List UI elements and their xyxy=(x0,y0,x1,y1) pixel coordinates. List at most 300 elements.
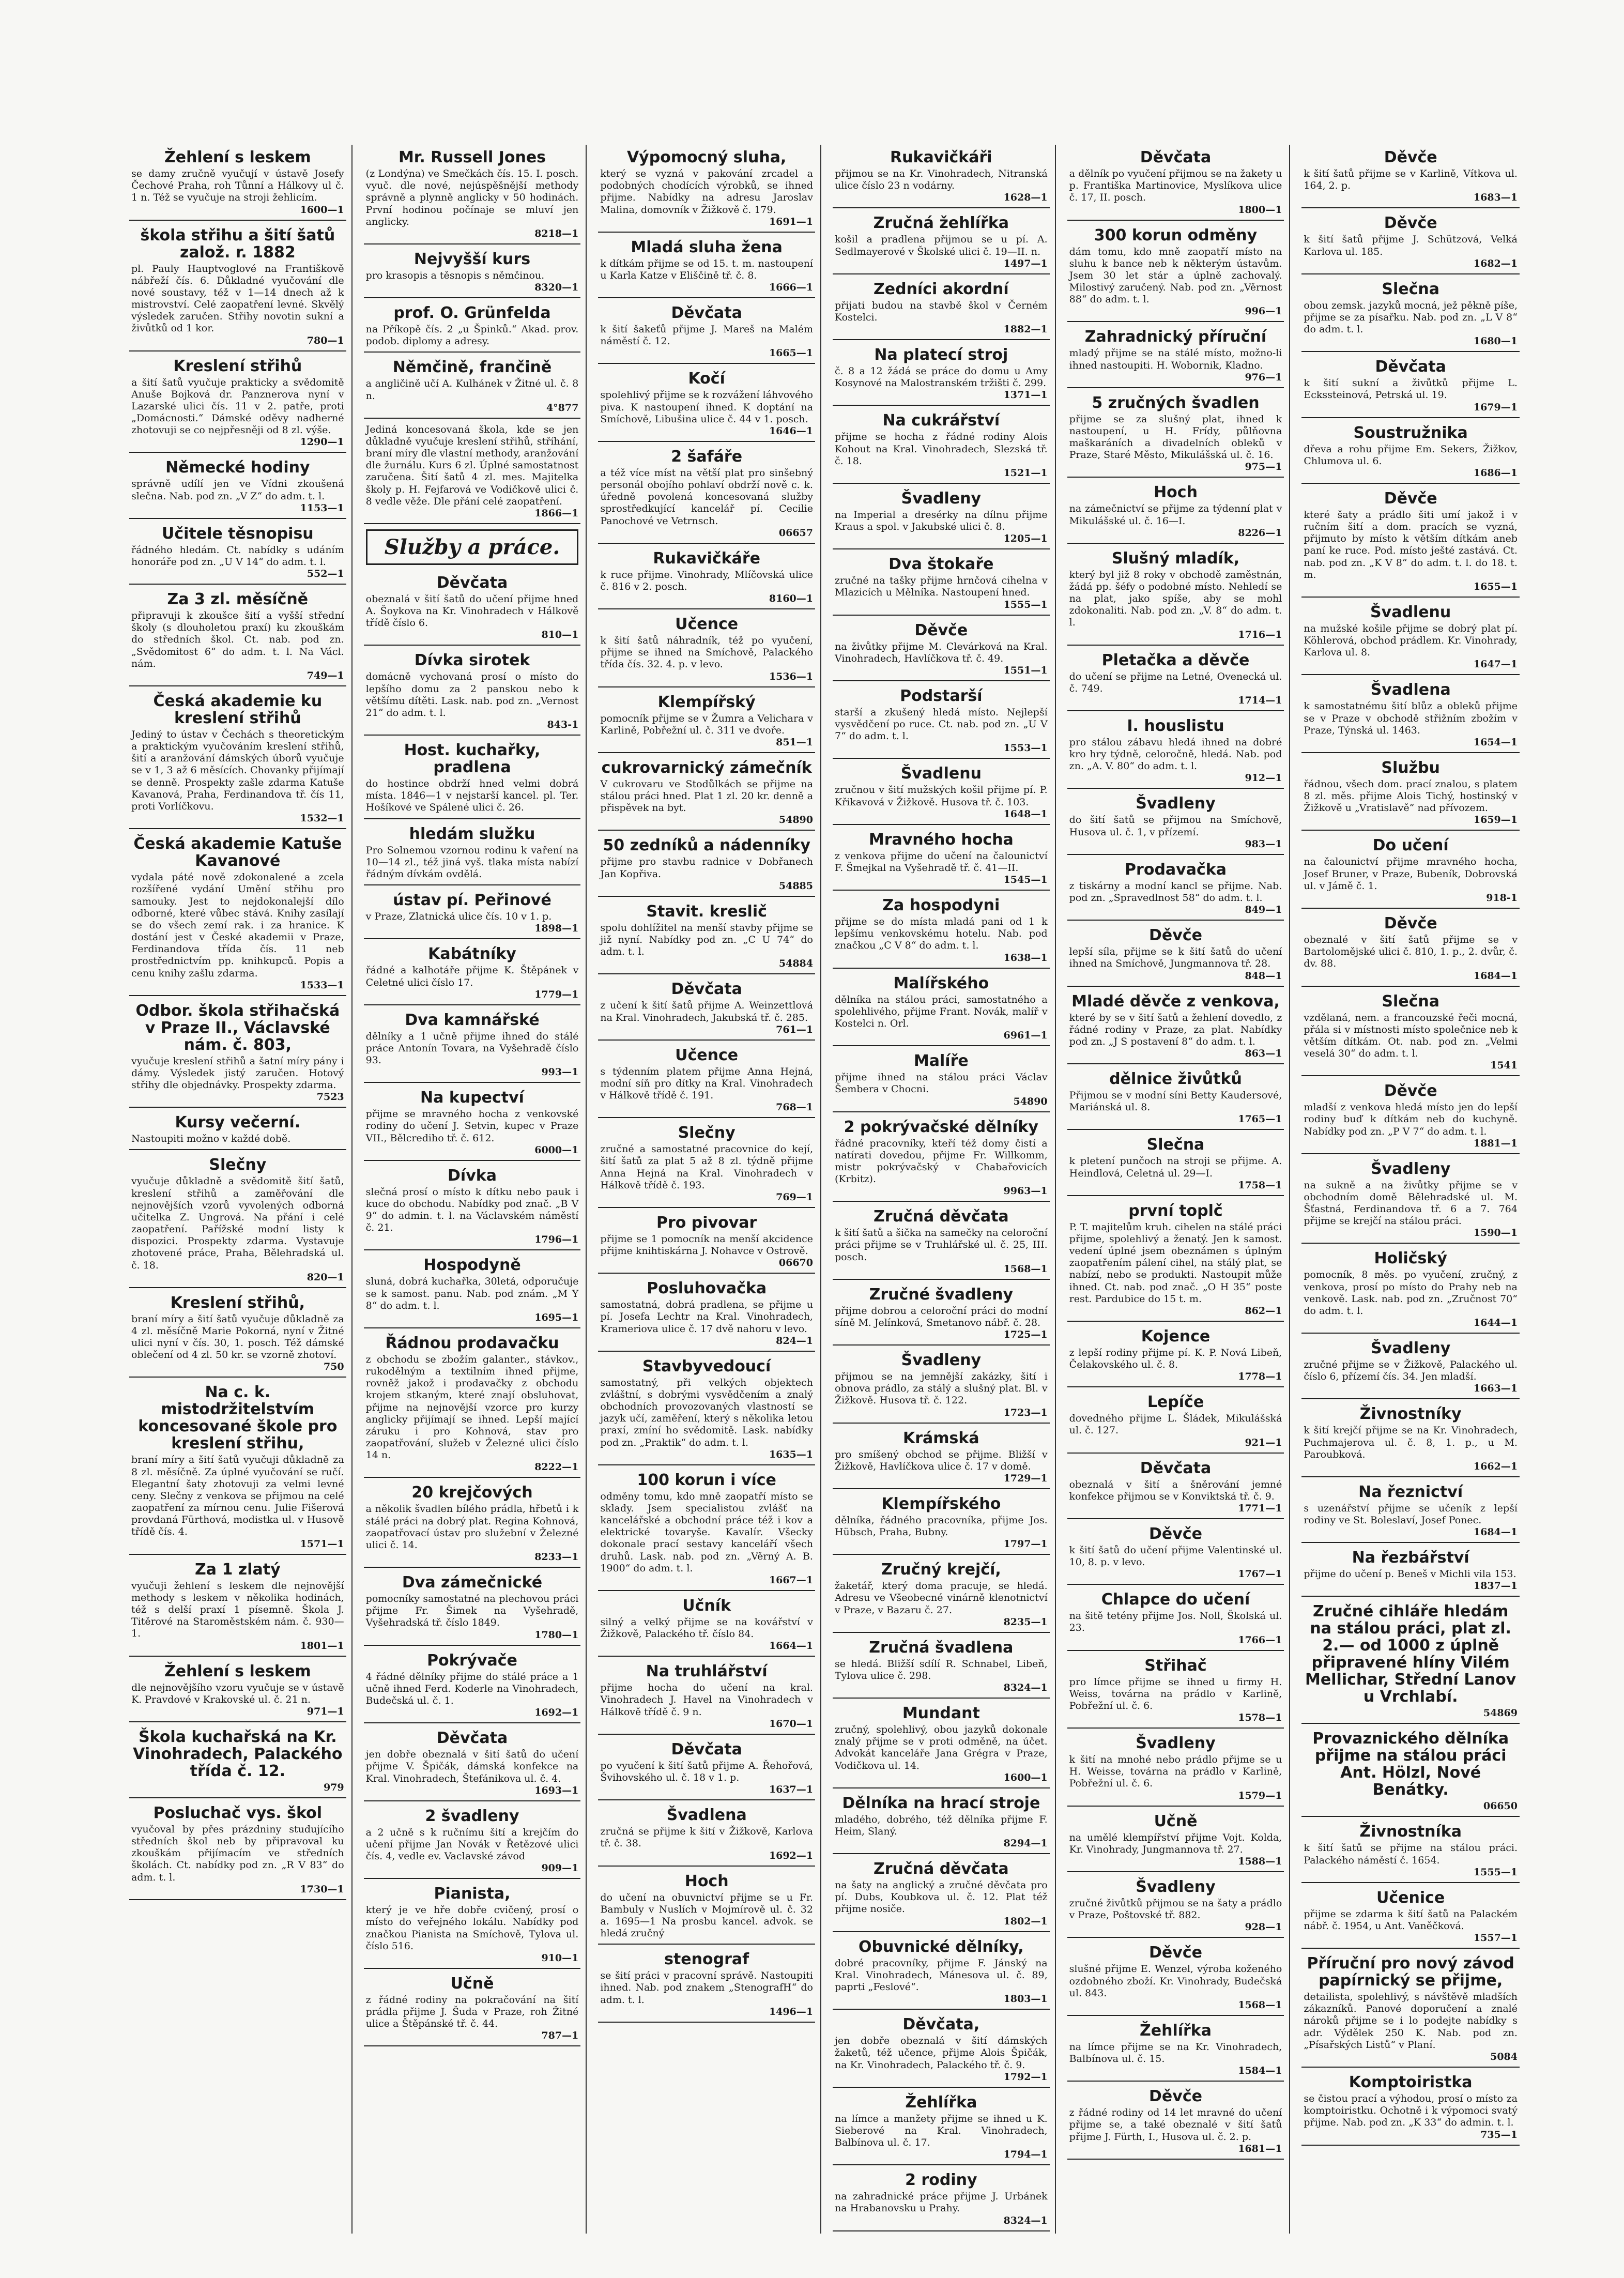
ad-code: 1588—1 xyxy=(1238,1856,1282,1867)
ad-code: 928—1 xyxy=(1245,1921,1282,1933)
ad-body: k šití šatů přijme se v Karlině, Vítkova ul. 164, 2. p. xyxy=(1304,168,1518,192)
ad-body: z řádné rodiny na pokračování na šití prádla přijme J. Šuda v Praze, roh Žitné ulice a Štěpánské tř. č. 44. xyxy=(365,1994,579,2030)
ad-body: přijmou se na Kr. Vinohradech, Nitranská ulice číslo 23 n vodárny. xyxy=(834,168,1048,192)
ad-title: Učitele těsnopisu xyxy=(161,524,314,543)
ad-title: Kreslení střihů, xyxy=(170,1293,305,1312)
classified-ad xyxy=(1301,2070,1520,2146)
classified-ad xyxy=(598,300,815,364)
ad-title: Děvče xyxy=(1384,148,1437,166)
ad-code: 1801—1 xyxy=(300,1640,344,1652)
classified-ad xyxy=(833,277,1050,340)
classified-ad xyxy=(1067,1874,1284,1938)
ad-body: z řádné rodiny od 14 let mravné do učení přijme se, a také obeznalé v šití šatů přijme J. Fürth, I., Husova ul. č. 2. p. xyxy=(1069,2107,1282,2143)
ad-title: škola střihu a šití šatů založ. r. 1882 xyxy=(140,226,335,262)
classified-ad xyxy=(833,1934,1050,2010)
ad-code: 1551—1 xyxy=(1003,664,1048,676)
classified-ad xyxy=(364,1725,581,1801)
classified-ad xyxy=(1067,989,1284,1065)
classified-ad xyxy=(1067,713,1284,789)
ad-title: Mladá sluha žena xyxy=(631,238,783,256)
classified-ad xyxy=(1301,1479,1520,1543)
ad-code: 979 xyxy=(323,1781,344,1793)
ad-body: braní míry a šití šatů vyučuji důkladně za 8 zl. měsíčně. Za úplné vyučování se ručí. Elegantní šaty zhotovuji za velmi levné ceny. Slečny z venkova se přijmou na celé zaopatření za mírnou cenu. Julie Fišerová provdaná Fürthová, modistka ul. v Husově třídě čís. 4. xyxy=(131,1454,344,1538)
ad-body: na umělé klempířství přijme Vojt. Kolda, Kr. Vinohrady, Jungmannova tř. 27. xyxy=(1069,1831,1282,1855)
classified-ad xyxy=(598,899,815,975)
ad-body: k pletení punčoch na stroji se přijme. A. Heindlová, Celetná ul. 29—I. xyxy=(1069,1155,1282,1179)
ad-code: 1496—1 xyxy=(769,2006,813,2017)
ad-code: 06670 xyxy=(778,1257,813,1269)
classified-ad xyxy=(129,831,346,996)
ad-code: 06657 xyxy=(778,527,813,539)
ad-body: pomocníky samostatné na plechovou práci přijme Fr. Šimek na Vyšehradě, Vyšehradská tř. číslo 1849. xyxy=(365,1593,579,1629)
classified-ad xyxy=(833,1282,1050,1346)
ad-code: 1648—1 xyxy=(1003,808,1048,820)
ad-title: Za 3 zl. měsíčně xyxy=(167,590,309,609)
ad-title: Posluchač vys. škol xyxy=(153,1803,323,1822)
ad-code: 849—1 xyxy=(1245,904,1282,916)
ad-code: 918-1 xyxy=(1486,892,1518,904)
ad-title: Děvčata xyxy=(436,573,508,592)
classified-ad xyxy=(1301,677,1520,753)
ad-body: slušné přijme E. Wenzel, výroba koženého ozdobného zboží. Kr. Vinohrady, Budečská ul. 843. xyxy=(1069,1963,1282,1999)
ad-code: 1153—1 xyxy=(300,502,344,514)
classified-ad xyxy=(129,145,346,221)
classified-ad xyxy=(833,761,1050,824)
ad-title: Česká akademie ku kreslení střihů xyxy=(153,692,323,727)
classified-ad xyxy=(833,408,1050,484)
classified-ad xyxy=(364,888,581,939)
classified-ad xyxy=(1067,1324,1284,1387)
ad-body: dělníka na stálou práci, samostatného a spolehlivého, přijme Frant. Novák, malíř v Kostelci n. Orl. xyxy=(834,993,1048,1029)
classified-ad xyxy=(598,1354,815,1465)
ad-code: 1568—1 xyxy=(1003,1263,1048,1275)
classified-ad xyxy=(598,1043,815,1119)
ad-code: 910—1 xyxy=(541,1952,579,1964)
ad-title: ústav pí. Peřinové xyxy=(393,891,551,910)
classified-ad xyxy=(598,1737,815,1800)
ad-title: Dva kamnářské xyxy=(405,1011,540,1029)
ad-body: do učení na obuvnictví přijme se u Fr. Bambuly v Nuslích v Mojmírově ul. č. 32 a. 1695—1 Na prosbu kancel. advok. se hledá zručný xyxy=(600,1891,813,1939)
ad-code: 1767—1 xyxy=(1238,1568,1282,1580)
classified-ad xyxy=(364,1803,581,1879)
ad-body: pro stálou zábavu hledá ihned na dobré kro hry týdně, celoročně, hledá. Nab. pod zn. „A. V. 80“ do adm. t. l. xyxy=(1069,736,1282,772)
ad-code: 1802—1 xyxy=(1003,1915,1048,1927)
ad-code: 993—1 xyxy=(541,1066,579,1078)
ad-body: přijme se do místa mladá pani od 1 k lepšímu venkovskému hotelu. Nab. pod značkou „C V 8“ do adm. t. l. xyxy=(834,916,1048,952)
ad-title: Zedníci akordní xyxy=(874,280,1009,298)
ad-body: které by se v šití šatů a žehlení dovedlo, z řádné rodiny v Praze, za plat. Nabídky pod zn. „J S postavení 8“ do adm. t. l. xyxy=(1069,1012,1282,1047)
ad-code: 848—1 xyxy=(1245,970,1282,982)
ad-title: Zručná děvčata xyxy=(873,1860,1009,1878)
ad-body: na zámečnictví se přijme za týdenní plat v Mikulášské ul. č. 16—I. xyxy=(1069,503,1282,527)
ad-title: Na c. k. mistodržitelstvím koncesované škole pro kreslení střihu, xyxy=(138,1383,338,1453)
classified-ad xyxy=(1301,277,1520,353)
ad-body: č. 8 a 12 žádá se práce do domu u Amy Kosynové na Malostranském tržišti č. 299. xyxy=(834,365,1048,389)
ad-body: zručné přijme se v Žižkově, Palackého ul. číslo 6, přízemí čís. 34. Jen mladší. xyxy=(1304,1359,1518,1383)
ad-body: s uzenářství přijme se učeník z lepší rodiny ve St. Boleslaví, Josef Ponec. xyxy=(1304,1502,1518,1526)
ad-title: Učník xyxy=(682,1596,731,1615)
ad-code: 1644—1 xyxy=(1473,1317,1518,1329)
ad-title: 5 zručných švadlen xyxy=(1092,393,1260,412)
ad-body: na Imperial a dresérky na dílnu přijme Kraus a spol. v Jakubské ulici č. 8. xyxy=(834,509,1048,533)
ad-body: k šití šakeťů přijme J. Mareš na Malém náměstí č. 12. xyxy=(600,324,813,347)
classified-ad xyxy=(364,1331,581,1478)
ad-body: dovedného přijme L. Šládek, Mikulášská ul. č. 127. xyxy=(1069,1413,1282,1436)
ad-body: a 2 učně s k ručnímu šití a krejčím do učení přijme Jan Novák v Řetězové ulici čís. 4, vedle ev. Vaclavské závod xyxy=(365,1826,579,1862)
column-4 xyxy=(833,145,1056,2234)
ad-code: 1898—1 xyxy=(534,923,579,935)
ad-code: 7523 xyxy=(316,1091,344,1103)
ad-title: Učenice xyxy=(1376,1888,1445,1907)
ad-code: 1758—1 xyxy=(1238,1179,1282,1191)
ad-title: Děvče xyxy=(1384,214,1437,233)
ad-body: obeznalá v šití šatů do učení přijme hned A. Šoykova na Kr. Vinohradech v Hálkově třídě číslo 6. xyxy=(365,593,579,629)
classified-ad xyxy=(598,1869,815,1945)
ad-body: domácně vychovaná prosí o místo do lepšího domu za 2 panskou nebo k většímu dítěti. Lask. nab. pod zn. „Vernost 21“ do adm. t. l. xyxy=(365,671,579,718)
ad-title: Děvčata, xyxy=(902,2015,980,2034)
classified-ad xyxy=(833,1048,1050,1112)
classified-ad xyxy=(598,1276,815,1352)
ad-title: Švadleny xyxy=(1136,794,1216,813)
ad-body: Pro Solnemou vzornou rodinu k vaření na 10—14 zl., též jiná vyš. tlaka místa nabízí řádným dívkám ovdělá. xyxy=(365,844,579,880)
classified-ad xyxy=(364,1085,581,1161)
classified-ad xyxy=(1067,546,1284,646)
ad-code: 1800—1 xyxy=(1238,204,1282,216)
classified-ad xyxy=(1301,1726,1520,1817)
classified-ad xyxy=(1067,1521,1284,1585)
ad-title: Na truhlářství xyxy=(646,1662,768,1681)
ad-title: Střihač xyxy=(1144,1656,1207,1675)
ad-code: 1663—1 xyxy=(1473,1383,1518,1395)
ad-body: přijme se zdarma k šití šatů na Palackém nábř. č. 1954, u Ant. Vaněčková. xyxy=(1304,1908,1518,1932)
ad-title: Na kupectví xyxy=(420,1089,524,1107)
ad-title: Švadlenu xyxy=(1370,603,1451,621)
ad-code: 1584—1 xyxy=(1238,2065,1282,2077)
ad-code: 1654—1 xyxy=(1473,736,1518,748)
ad-code: 8222—1 xyxy=(534,1461,579,1473)
ad-code: 843-1 xyxy=(547,719,579,731)
ad-title: Rukavičkáře xyxy=(653,549,760,568)
ad-title: Kabátníky xyxy=(428,945,516,964)
ad-body: z tiskárny a modní kancl se přijme. Nab. pod zn. „Spravedlnost 58“ do adm. t. l. xyxy=(1069,880,1282,904)
ad-title: Mundant xyxy=(902,1704,980,1723)
ad-body: sluná, dobrá kuchařka, 30letá, odporučuje se k samost. panu. Nab. pod znám. „M Y 8“ do adm. t. l. xyxy=(365,1276,579,1311)
classified-ad xyxy=(833,210,1050,274)
ad-code: 1771—1 xyxy=(1238,1502,1282,1514)
ad-code: 1532—1 xyxy=(300,813,344,824)
ad-body: se čistou prací a výhodou, prosí o místo za komptoiristku. Ochotně i k výpomoci svatý přijme. Nab. pod zn. „K 33“ do admin. t. l. xyxy=(1304,2093,1518,2129)
ad-body: přijme do učení p. Beneš v Michli vila 153. xyxy=(1304,1568,1516,1580)
ad-body: z lepší rodiny přijme pí. K. P. Nová Libeň, Čelakovského ul. č. 8. xyxy=(1069,1347,1282,1371)
classified-ad xyxy=(129,1557,346,1657)
ad-code: 975—1 xyxy=(1245,461,1282,473)
classified-ad xyxy=(1301,1156,1520,1244)
ad-code: 4°877 xyxy=(546,402,579,414)
ad-title: Rukavičkáři xyxy=(890,148,992,166)
classified-ad xyxy=(364,1971,581,2047)
ad-body: zručné na tašky přijme hrnčová cihelna v Mlazicích u Mělníka. Nastoupení hned. xyxy=(834,575,1048,599)
ad-code: 1637—1 xyxy=(769,1784,813,1796)
ad-body: starší a zkušený hledá místo. Nejlepší vysvědčení po ruce. Ct. nab. pod zn. „U V 7“ do adm. t. l. xyxy=(834,706,1048,742)
ad-code: 862—1 xyxy=(1245,1305,1282,1317)
ad-body: pomocník, 8 měs. po vyučení, zručný, z venkova, prosí po místo do Prahy neb na venkově. Lask. nab. pod zn. „Zručnost 70“ do adm. t. l. xyxy=(1304,1269,1518,1317)
ad-body: řádnou, všech dom. prací znalou, s platem 8 zl. měs. přijme Alois Tichý, hostinský v Žižkově u „Vratislavě“ nad přívozem. xyxy=(1304,778,1518,814)
ad-body: přijme se 1 pomocník na menší akcidence přijme knihtiskárna J. Nohavce v Ostrově. xyxy=(600,1233,813,1257)
ad-title: Malíře xyxy=(913,1052,969,1071)
ad-body: připravuji k zkoušce šití a vyšší střední školy (s dlouholetou praxí) ku zkouškám do středních škol. Ct. nab. pod zn. „Svědomitost 6“ do adm. t. l. Na Václ. nám. xyxy=(131,610,344,669)
classified-ad xyxy=(1067,1456,1284,1519)
ad-code: 1659—1 xyxy=(1473,814,1518,826)
ad-title: Děvčata xyxy=(1375,358,1446,376)
ad-code: 1792—1 xyxy=(1003,2071,1048,2083)
ad-body: V cukrovaru ve Stodůlkách se přijme na stálou práci hned. Plat 1 zl. 20 kr. denně a přispěvek na byt. xyxy=(600,778,813,814)
ad-code: 1796—1 xyxy=(534,1234,579,1246)
ad-title: Nejvyšší kurs xyxy=(413,250,531,268)
ad-code: 1693—1 xyxy=(534,1784,579,1796)
ad-body: na živůtky přijme M. Clevárková na Kral. Vinohradech, Havlíčkova tř. č. 49. xyxy=(834,640,1048,664)
ad-body: pro límce přijme se ihned u firmy H. Weiss, továrna na prádlo v Karlině, Pobřežní ul. č. 6. xyxy=(1069,1676,1282,1711)
ad-title: Na řezbářství xyxy=(1352,1549,1469,1567)
ad-code: 1881—1 xyxy=(1473,1137,1518,1149)
classified-ad xyxy=(1067,2084,1284,2160)
ad-title: Zručné švadleny xyxy=(869,1285,1014,1304)
ad-title: Děvčata xyxy=(671,980,742,999)
ad-title: Učence xyxy=(675,615,739,634)
classified-ad xyxy=(598,1947,815,2023)
ad-title: Živnostníka xyxy=(1359,1823,1462,1841)
ad-body: jen dobře obeznalá v šití šatů do učení přijme V. Špičák, dámská konfekce na Kral. Vinohradech, Štefánikova ul. č. 4. xyxy=(365,1749,579,1784)
ad-title: Učně xyxy=(1154,1812,1198,1830)
classified-ad xyxy=(1301,1951,1520,2068)
section-heading: Služby a práce. xyxy=(366,529,579,565)
ad-title: Holičský xyxy=(1374,1249,1447,1268)
ad-code: 1545—1 xyxy=(1003,874,1048,886)
ad-code: 1679—1 xyxy=(1473,401,1518,413)
ad-title: 2 pokrývačské dělníky xyxy=(844,1118,1038,1136)
ad-title: Děvče xyxy=(1384,489,1437,508)
ad-title: Za 1 zlatý xyxy=(195,1560,281,1579)
column-3 xyxy=(598,145,821,2234)
ad-code: 1628—1 xyxy=(1003,192,1048,204)
ad-code: 1729—1 xyxy=(1003,1472,1048,1484)
ad-title: Na řeznictví xyxy=(1358,1482,1463,1501)
ad-body: přijme se hocha z řádné rodiny Alois Kohout na Kral. Vinohradech, Slezská tř. č. 18. xyxy=(834,431,1048,467)
ad-body: přijati budou na stavbě škol v Černém Kostelci. xyxy=(834,299,1048,323)
ad-title: Malířského xyxy=(893,974,989,992)
classified-ad xyxy=(129,354,346,453)
ad-title: Němčině, frančině xyxy=(392,358,552,377)
ad-title: 20 krejčových xyxy=(411,1484,533,1502)
classified-ad xyxy=(833,1426,1050,1489)
ad-title: Pokrývače xyxy=(427,1651,517,1670)
classified-ad xyxy=(1067,1809,1284,1872)
ad-code: 1682—1 xyxy=(1473,257,1518,269)
ad-body: po vyučení k šití šatů přijme A. Řehořová, Švihovského ul. č. 18 v 1. p. xyxy=(600,1760,813,1783)
ad-body: detailista, spolehlivý, s návštěvě mladších zákazníků. Panové doporučení a znalé nároků přijme se i lo podejte nabídky s adr. Výdělek 250 K. Nab. pod zn. „Písařských Listů“ v Planí. xyxy=(1304,1991,1518,2051)
ad-code: 1647—1 xyxy=(1473,659,1518,670)
column-5 xyxy=(1067,145,1291,2234)
ad-code: 8218—1 xyxy=(534,227,579,239)
ad-code: 5084 xyxy=(1490,2051,1518,2062)
ad-body: zručnou v šití mužských košil přijme pí. P. Křikavová v Žižkově. Husova tř. č. 103. xyxy=(834,784,1048,808)
classified-ad xyxy=(1067,1587,1284,1650)
ad-code: 824—1 xyxy=(776,1335,813,1347)
ad-body: zručné živůtků přijmou se na šaty a prádlo v Praze, Poštovské tř. 882. xyxy=(1069,1898,1282,1921)
classified-ad xyxy=(129,1380,346,1554)
ad-code: 735—1 xyxy=(1480,2129,1518,2141)
ad-title: Odbor. škola střihačská v Praze II., Václavské nám. č. 803, xyxy=(135,1001,340,1054)
ad-title: Učence xyxy=(675,1046,739,1064)
ad-code: 1778—1 xyxy=(1238,1371,1282,1383)
ad-title: Děvče xyxy=(1149,1944,1202,1962)
ad-code: 54890 xyxy=(778,814,813,826)
ad-code: 1723—1 xyxy=(1003,1406,1048,1418)
ad-title: Zručná děvčata xyxy=(873,1207,1009,1226)
classified-ad xyxy=(1301,1545,1520,1597)
ad-title: Mladé děvče z venkova, xyxy=(1071,992,1280,1011)
ad-body: mladý přijme se na stálé místo, možno-li ihned nastoupiti. H. Wobornik, Kladno. xyxy=(1069,347,1282,371)
ad-code: 1695—1 xyxy=(534,1311,579,1323)
classified-ad xyxy=(364,570,581,646)
ad-code: 1664—1 xyxy=(769,1640,813,1652)
ad-title: Německé hodiny xyxy=(165,458,310,477)
ad-title: Podstarší xyxy=(900,686,983,705)
classified-ad xyxy=(1067,223,1284,323)
ad-code: 1571—1 xyxy=(300,1538,344,1550)
ad-body: spolehlivý přijme se k rozvážení láhvového piva. K nastoupení ihned. K doptání na Smíchově, Libušina ulice č. 44 v 1. posch. xyxy=(600,389,813,425)
ad-title: Chlapce do učení xyxy=(1101,1591,1250,1609)
ad-body: k šití šatů a šička na samečky na celoroční práci přijme se v Truhlářské ul. č. 25, III. posch. xyxy=(834,1227,1048,1263)
ad-code: 1725—1 xyxy=(1003,1329,1048,1341)
classified-ad xyxy=(364,1570,581,1646)
ad-body: v Praze, Zlatnická ulice čís. 10 v 1. p. xyxy=(365,911,552,923)
ad-title: hledám služku xyxy=(409,824,535,843)
ad-body: z venkova přijme do učení na čalounictví F. Šmejkal na Vyšehradě tř. č. 41—II. xyxy=(834,850,1048,874)
ad-code: 1536—1 xyxy=(769,670,813,682)
classified-ad xyxy=(598,1210,815,1274)
ad-body: a několik švadlen bílého prádla, hřbetů i k stálé práci na dobrý plat. Regina Kohnová, zaopatřovací ústav pro služební v Železné ulici č. 14. xyxy=(365,1503,579,1551)
ad-body: přijme hocha do učení na kral. Vinohradech J. Havel na Vinohradech v Hálkově třídě č. 9 n. xyxy=(600,1682,813,1718)
ad-code: 8324—1 xyxy=(1003,1682,1048,1694)
ad-title: Škola kuchařská na Kr. Vinohradech, Palackého třída č. 12. xyxy=(133,1727,343,1780)
ad-title: Slečna xyxy=(1146,1136,1205,1154)
ad-body: na čalounictví přijme mravného hocha, Josef Bruner, v Praze, Bubeník, Dobrovská ul. v Jámě č. 1. xyxy=(1304,856,1518,892)
ad-title: Pletačka a děvče xyxy=(1101,651,1250,669)
ad-body: k ruce přijme. Vinohrady, Mlíčovská ulice č. 816 v 2. posch. xyxy=(600,569,813,592)
ad-title: Hoch xyxy=(1154,483,1198,502)
classified-ad xyxy=(833,618,1050,681)
ad-title: Klempířského xyxy=(881,1494,1001,1513)
classified-ad xyxy=(129,223,346,351)
ad-body: obeznalé v šití šatů přijme se v Bartolomějské ulici č. 810, 1. p., 2. dvůr, č. dv. 88. xyxy=(1304,934,1518,970)
ad-title: prof. O. Grünfelda xyxy=(393,304,551,323)
classified-ad xyxy=(364,1480,581,1568)
classified-ad xyxy=(598,145,815,233)
classified-ad xyxy=(1301,1599,1520,1724)
classified-ad xyxy=(364,941,581,1005)
ad-body: (z Londýna) ve Smečkách čís. 15. I. posch. vyuč. dle nové, nejúspěšnější methody správně a plynně anglicky v 50 hodinách. První hodinou počínaje se mluví jen anglicky. xyxy=(365,168,579,227)
ad-title: Pro pivovar xyxy=(656,1213,757,1232)
ad-title: Krámská xyxy=(903,1429,979,1447)
ad-title: Zahradnický příruční xyxy=(1084,328,1267,346)
ad-code: 1533—1 xyxy=(300,979,344,991)
classified-ad xyxy=(833,1635,1050,1699)
ad-code: 810—1 xyxy=(541,629,579,641)
ad-title: Kojence xyxy=(1141,1327,1211,1346)
ad-body: P. T. majitelům kruh. cihelen na stálé práci přijme, spolehlivý a ženatý. Jen k samost. vedení úplné jsem obeznámen s úplným zaopatřením pálení cihel, na stálý plat, se nabízí, nebo se produkti. Nastoupit může ihned. Ct. nab. pod znač. „O H 35“ poste rest. Pardubice do 15 t. m. xyxy=(1069,1221,1282,1305)
classified-ad xyxy=(1301,911,1520,987)
classified-ad xyxy=(1301,210,1520,274)
ad-title: Švadleny xyxy=(1136,1878,1216,1896)
ad-title: Švadleny xyxy=(901,1351,982,1370)
ad-code: 1794—1 xyxy=(1003,2149,1048,2161)
ad-code: 1837—1 xyxy=(1473,1580,1518,1592)
ad-body: samostatná, dobrá pradlena, se přijme u pí. Josefa Lechtr na Kral. Vinohradech, Krameriova ulice č. 17 dvě nahoru v levo. xyxy=(600,1299,813,1335)
classified-ad xyxy=(833,2090,1050,2166)
classified-ad xyxy=(364,648,581,736)
ad-code: 54884 xyxy=(778,958,813,970)
ad-body: k šití šatů do učení přijme Valentinské ul. 10, 8. p. v levo. xyxy=(1069,1544,1282,1568)
ad-body: pomocník přijme se v Žumra a Velichara v Karlině, Pobřežní ul. č. 311 ve dvoře. xyxy=(600,712,813,736)
ad-body: a dělník po vyučení přijmou se na žakety u p. Františka Martinovice, Myslíkova ulice č. 17, II. posch. xyxy=(1069,168,1282,204)
classified-ad xyxy=(1301,145,1520,208)
ad-body: zručné a samostatné pracovnice do kejí, šití šatů za plat 5 až 8 zl. týdně přijme Anna Hejná na Kral. Vinohradech v Hálkově třídě č. 193. xyxy=(600,1143,813,1191)
ad-body: zručný, spolehlivý, obou jazyků dokonale znalý přijme se v proti odměně, na účet. Advokát kanceláře Jana Grégra v Praze, Vodičkova ul. 14. xyxy=(834,1724,1048,1771)
classified-ad xyxy=(833,2167,1050,2231)
ad-title: Dělníka na hrací stroje xyxy=(842,1794,1040,1812)
ad-title: Slušný mladík, xyxy=(1111,549,1240,568)
ad-body: který byl již 8 roky v obchodě zaměstnán, žádá pp. šéfy o podobné místo. Nehledí se na plat, jako spíše, aby se mohl zdokonaliti. Nab. pod zn. „V. 8“ do adm. t. l. xyxy=(1069,569,1282,629)
ad-title: 50 zedníků a nádenníky xyxy=(603,836,810,855)
ad-code: 1667—1 xyxy=(769,1574,813,1586)
ad-title: Komptoiristka xyxy=(1349,2073,1473,2091)
ad-code: 1579—1 xyxy=(1238,1790,1282,1801)
ad-body: Jediná koncesovaná škola, kde se jen důkladně vyučuje kreslení střihů, stříhání, braní míry dle vlastní methody, aranžování dle žurnálu. Kurs 6 zl. Úplné samostatnost zaručena. Šití šatů 4 zl. mes. Majitelka školy p. H. Fejfarová ve Vodičkově ulici č. 8 vedle věže. Dle přání celé zaopatření. xyxy=(365,423,579,507)
ad-body: řádné pracovníky, kteří též domy čistí a natírati dovedou, přijme Fr. Willkomm, mistr pokrývačský v Chabařovicích (Krbitz). xyxy=(834,1137,1048,1185)
ad-code: 1714—1 xyxy=(1238,694,1282,706)
ad-body: do hostince obdrží hned velmi dobrá místa. 1846—1 v nejstarší kancel. pl. Ter. Hošíkové ve Spálené ulici č. 26. xyxy=(365,778,579,814)
ad-body: silný a velký přijme se na kovářství v Žižkově, Palackého tř. číslo 84. xyxy=(600,1616,813,1640)
ad-title: Na platecí stroj xyxy=(874,346,1008,364)
ad-title: Švadleny xyxy=(901,489,982,508)
ad-code: 54885 xyxy=(778,880,813,892)
ad-title: Žehlířka xyxy=(1139,2021,1212,2040)
ad-body: pl. Pauly Hauptvoglové na Františkově nábřeží čís. 6. Důkladné vyučování dle nové soustavy, též v 1—14 dnech až k mistrovství. Celé zaopatření levné. Skvělý výsledek zaručen. Střihy novotin sukní a živůtků od 1 kor. xyxy=(131,263,344,334)
ad-code: 909—1 xyxy=(541,1862,579,1874)
ad-body: dělníky a 1 učně přijme ihned do stálé práce Antonín Tovara, na Vyšehradě číslo 93. xyxy=(365,1030,579,1066)
ad-code: 1803—1 xyxy=(1003,1993,1048,2005)
classified-ad xyxy=(364,738,581,819)
classified-ad xyxy=(129,998,346,1108)
column-1 xyxy=(129,145,353,2234)
classified-ad xyxy=(1067,390,1284,478)
ad-title: Živnostníky xyxy=(1359,1405,1462,1424)
ad-code: 54869 xyxy=(1483,1707,1518,1719)
ad-body: dám tomu, kdo mně zaopatří místo na sluhu k bance neb k některým ústavům. Jsem 30 let stár a úplně zachovalý. Milostivý zaručený. Nab. pod zn. „Věrnost 88“ do adm. t. l. xyxy=(1069,246,1282,305)
classified-ad xyxy=(833,552,1050,615)
ad-title: Kursy večerní. xyxy=(175,1113,301,1132)
ad-code: 921—1 xyxy=(1245,1436,1282,1448)
ad-code: 8324—1 xyxy=(1003,2214,1048,2226)
ad-code: 1638—1 xyxy=(1003,952,1048,964)
ad-body: obou zemsk. jazyků mocná, jež pěkně píše, přijme se za písařku. Nab. pod zn. „L V 8“ do adm. t. l. xyxy=(1304,299,1518,335)
classified-ad xyxy=(1301,1246,1520,1334)
ad-body: k šití na mnohé nebo prádlo přijme se u H. Weisse, továrna na prádlo v Karlině, Pobřežní ul. č. 6. xyxy=(1069,1754,1282,1790)
ad-title: Dívka sirotek xyxy=(414,651,530,670)
ad-title: Obuvnické dělníky, xyxy=(859,1937,1024,1956)
classified-ad xyxy=(1067,1066,1284,1130)
ad-title: Zručná žehlířka xyxy=(873,214,1009,233)
